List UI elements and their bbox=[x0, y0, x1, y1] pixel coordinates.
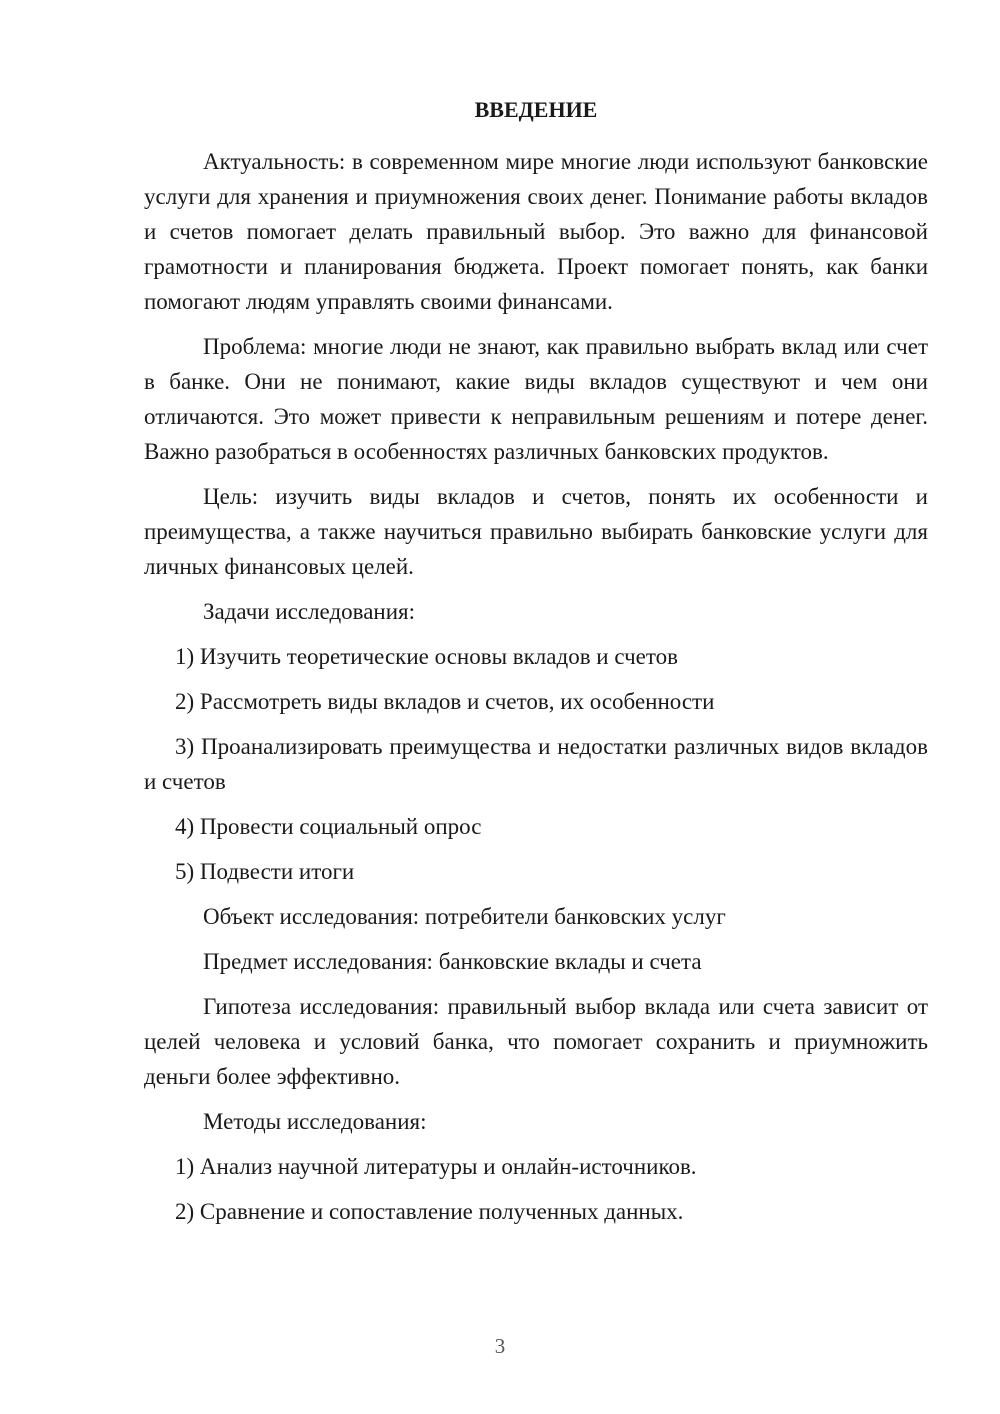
page-content bbox=[144, 94, 928, 1239]
section-title: ВВЕДЕНИЕ bbox=[474, 97, 598, 122]
methods-heading: Методы исследования: bbox=[203, 1109, 427, 1134]
page-number: 3 bbox=[494, 1334, 506, 1358]
task-item-5: 5) Подвести итоги bbox=[175, 859, 355, 884]
task-item-2: 2) Рассмотреть виды вкладов и счетов, их особенности bbox=[175, 689, 715, 714]
relevance-paragraph: Актуальность: в современном мире многие люди используют банковские услуги для хранения и приумножения своих денег. Понимание работы вкладов и счетов помогает делать правильный выбор. Это важно для финансовой грамотности и планирования бюджета. Проект помогает понять, как банки помогают людям управлять своими финансами. bbox=[144, 149, 928, 314]
goal-paragraph: Цель: изучить виды вкладов и счетов, понять их особенности и преимущества, а также научиться правильно выбирать банковские услуги для личных финансовых целей. bbox=[144, 484, 928, 579]
method-item-1: 1) Анализ научной литературы и онлайн-источников. bbox=[175, 1154, 697, 1179]
tasks-heading: Задачи исследования: bbox=[203, 599, 416, 624]
subject-line: Предмет исследования: банковские вклады и счета bbox=[203, 949, 702, 974]
task-item-3: 3) Проанализировать преимущества и недостатки различных видов вкладов и счетов bbox=[144, 734, 928, 794]
problem-paragraph: Проблема: многие люди не знают, как правильно выбрать вклад или счет в банке. Они не понимают, какие виды вкладов существуют и чем они отличаются. Это может привести к неправильным решениям и потере денег. Важно разобраться в особенностях различных банковских продуктов. bbox=[144, 334, 928, 464]
task-item-4: 4) Провести социальный опрос bbox=[175, 814, 482, 839]
object-line: Объект исследования: потребители банковских услуг bbox=[203, 904, 726, 929]
method-item-2: 2) Сравнение и сопоставление полученных данных. bbox=[175, 1199, 684, 1224]
hypothesis-paragraph: Гипотеза исследования: правильный выбор вклада или счета зависит от целей человека и условий банка, что помогает сохранить и приумножить деньги более эффективно. bbox=[144, 994, 928, 1089]
task-item-1: 1) Изучить теоретические основы вкладов и счетов bbox=[175, 644, 678, 669]
